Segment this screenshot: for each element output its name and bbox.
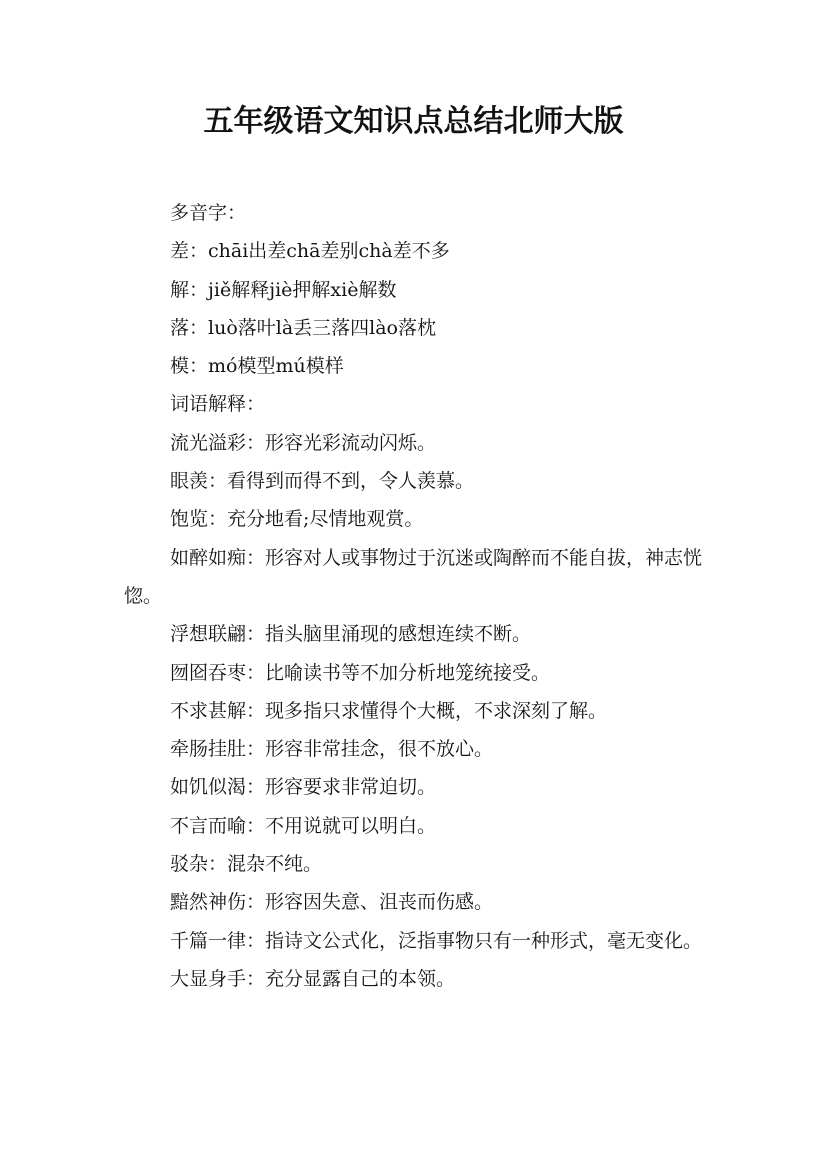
paragraph-definition: 牵肠挂肚：形容非常挂念，很不放心。 xyxy=(170,738,494,761)
paragraph-definition: 浮想联翩：指头脑里涌现的感想连续不断。 xyxy=(170,623,532,646)
paragraph-definition: 饱览：充分地看;尽情地观赏。 xyxy=(170,508,424,531)
paragraph-definition: 囫囵吞枣：比喻读书等不加分析地笼统接受。 xyxy=(170,661,551,684)
paragraph-definition: 如醉如痴：形容对人或事物过于沉迷或陶醉而不能自拔，神志恍惚。 xyxy=(124,546,703,607)
paragraph-polyphone-cha: 差：chāi出差chā差别chà差不多 xyxy=(170,240,450,263)
document-body xyxy=(124,194,706,998)
paragraph-definition: 不求甚解：现多指只求懂得个大概，不求深刻了解。 xyxy=(170,699,608,722)
paragraph-definition: 眼羡：看得到而得不到，令人羡慕。 xyxy=(170,470,475,493)
document-title: 五年级语文知识点总结北师大版 xyxy=(203,104,624,139)
paragraph-definition: 大显身手：充分显露自己的本领。 xyxy=(170,967,456,990)
paragraph-definition: 流光溢彩：形容光彩流动闪烁。 xyxy=(170,431,437,454)
paragraph-polyphone-mo: 模：mó模型mú模样 xyxy=(170,355,344,378)
paragraph-definition: 驳杂：混杂不纯。 xyxy=(170,853,323,876)
paragraph-definition: 千篇一律：指诗文公式化，泛指事物只有一种形式，毫无变化。 xyxy=(170,929,703,952)
paragraph-definition: 黯然神伤：形容因失意、沮丧而伤感。 xyxy=(170,891,494,914)
paragraph-vocabulary-heading: 词语解释： xyxy=(170,393,266,416)
paragraph-polyphone-heading: 多音字： xyxy=(170,202,247,224)
paragraph-polyphone-jie: 解：jiě解释jiè押解xiè解数 xyxy=(170,278,397,301)
paragraph-definition: 如饥似渴：形容要求非常迫切。 xyxy=(170,776,437,799)
paragraph-definition: 不言而喻：不用说就可以明白。 xyxy=(170,814,437,837)
paragraph-polyphone-luo: 落：luò落叶là丢三落四lào落枕 xyxy=(170,316,437,339)
